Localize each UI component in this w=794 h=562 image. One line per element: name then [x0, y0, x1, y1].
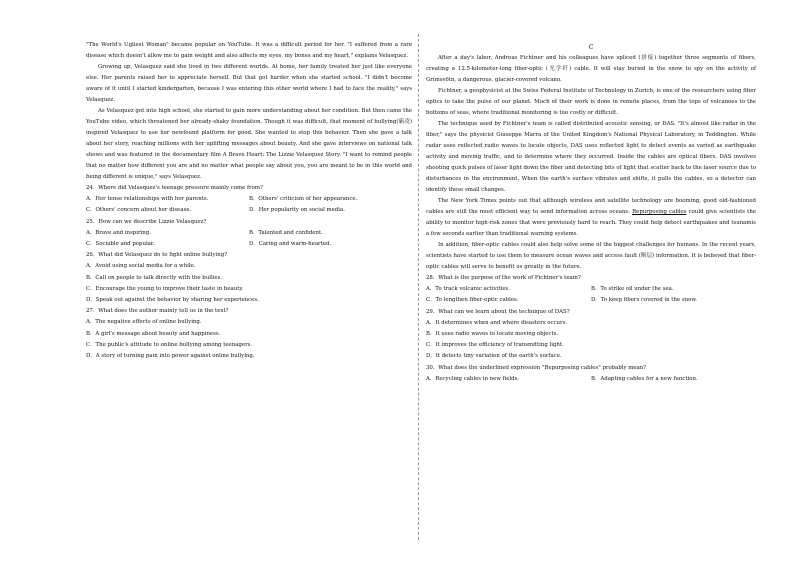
question-stem: 24．Where did Velasquez's teenage pressure mainly come from? [86, 185, 263, 191]
option-d[interactable]: D．It detects tiny variation of the earth's surface. [426, 353, 562, 360]
option-b[interactable]: B．A girl's message about beauty and happiness. [86, 330, 221, 337]
question-24 [86, 183, 412, 217]
question-30 [426, 363, 756, 385]
option-a[interactable]: A．It determines when and where disasters occurs. [426, 319, 568, 326]
left-column [86, 40, 412, 362]
option-a[interactable]: A．Her tense relationships with her parents. [86, 196, 209, 203]
option-c[interactable]: C．Others' concern about her disease. [86, 207, 192, 214]
question-stem: 25．How can we describe Lizzie Velasquez? [86, 218, 207, 225]
right-column [426, 40, 756, 385]
passage-paragraph: The technique used by Fichtner's team is called distributed acoustic sensing, or DAS. "It's almost like radar in the fiber," says the physicist Giuseppe Marra of the United Kingdom's National Physical Laboratory, in Teddington. While radar uses reflected radio waves to locate objects, DAS uses reflected light to detect events as varied as earthquake activity and moving traffic, and to determine where they occurred. Inside the cables are optical fibers. DAS involves shooting quick pulses of laser light down the fiber and detecting bits of light that scatter back to the laser source due to disturbances in the environment. When the earth's surface vibrates and shifts, it pulls the cables, so a detector can identify these small changes. [426, 121, 756, 193]
question-stem: 27．What does the author mainly tell us in the text? [86, 308, 229, 315]
option-b[interactable]: B．To strike oil under the sea. [591, 286, 674, 293]
option-b[interactable]: B．It uses radio waves to locate moving objects. [426, 331, 559, 338]
passage-text: could give scientists the ability to monitor high-risk zones that were previously hard to reach. They could help detect earthquakes and tsunamis a few seconds earlier than traditional warning systems. [426, 209, 757, 237]
option-d[interactable]: D．A story of turning pain into power against online bullying. [86, 353, 255, 360]
option-b[interactable]: B．Adapting cables for a new function. [591, 375, 698, 382]
question-29 [426, 307, 756, 363]
option-a[interactable]: A．The negative effects of online bullying. [86, 319, 202, 326]
option-a[interactable]: A．Recycling cables in new fields. [426, 375, 520, 382]
passage-paragraph: After a day's labor, Andreas Fichtner and his colleagues have spliced (拼接) together three segments of fibers, creating a 12.5-kilometer-long fiber-optic (光学纤) cable. It will stay buried in the snow to spy on the activity of Grímsvötn, a dangerous, glacier-covered volcano. [426, 55, 756, 83]
option-a[interactable]: A．To track volcanic activities. [426, 286, 511, 293]
question-28 [426, 273, 756, 307]
option-a[interactable]: A．Avoid using social media for a while. [86, 263, 196, 270]
section-label: C [588, 44, 594, 51]
question-26 [86, 250, 412, 306]
option-c[interactable]: C．Encourage the young to improve their taste in beauty. [86, 285, 244, 292]
passage-paragraph: As Velasquez got into high school, she started to gain more understanding about her condition. But then came the YouTube video, which threatened her already-shaky foundation. Though it was difficult, that moment of bullying(霸凌) inspired Velasquez to use her newfound platform for good. She wanted to stop this behavior. Then she gave a talk about her story, reaching millions with her uplifting messages about beauty. And she gave interviews on national talk shows and was featured in the documentary film A Brave Heart: The Lizzie Velasquez Story. "I want to remind people that no matter how different you are and no matter what people say about you, you are meant to be in this world and being different is unique," says Velasquez. [86, 108, 412, 180]
question-stem: 28．What is the purpose of the work of Fichtner's team? [426, 275, 581, 281]
option-d[interactable]: D．Caring and warm-hearted. [249, 241, 332, 248]
option-b[interactable]: B．Others' criticism of her appearance. [249, 196, 358, 203]
column-divider [418, 34, 419, 540]
option-c[interactable]: C．To lengthen fiber-optic cables. [426, 297, 519, 304]
underlined-phrase: Repurposing cables [632, 209, 687, 215]
option-d[interactable]: D．To keep fibers covered in the snow. [591, 297, 698, 304]
passage-paragraph: In addition, fiber-optic cables could also help solve some of the biggest challenges for humans. In the recent years, scientists have started to use them to measure ocean waves and access fault (断层) information. It is believed that fiber-optic cables will serve to benefit us greatly in the future. [426, 242, 756, 270]
option-c[interactable]: C．It improves the efficiency of transmitting light. [426, 342, 564, 349]
option-b[interactable]: B．Talented and confident. [249, 229, 323, 236]
question-stem: 26．What did Velasquez do to fight online bullying? [86, 252, 228, 259]
passage-text: The New York Times points out that although wireless and satellite technology are booming, good old-fashioned cables are still the most efficient way to send information across oceans. [426, 198, 756, 215]
option-d[interactable]: D．Her popularity on social media. [249, 207, 345, 214]
question-stem: 29．What can we learn about the technique of DAS? [426, 308, 570, 315]
question-25 [86, 217, 412, 251]
passage-paragraph [426, 196, 756, 240]
question-stem: 30．What does the underlined expression "Repurposing cables" probably mean? [426, 364, 647, 371]
question-27 [86, 306, 412, 362]
passage-paragraph: Fichtner, a geophysicist at the Swiss Federal Institute of Technology in Zurich, is one of the researchers using fiber optics to take the pulse of our planet. Much of their work is done in remote places, from the tops of volcanoes to the bottoms of seas, where traditional monitoring is too costly or difficult. [426, 88, 756, 116]
passage-paragraph: "The World's Ugliest Woman" became popular on YouTube. It was a difficult period for her. "I suffered from a rare disease which doesn't allow me to gain weight and also affects my eyes, my bones and my heart," explains Velasquez. [86, 42, 412, 59]
option-a[interactable]: A．Brave and inspiring. [86, 229, 151, 236]
option-b[interactable]: B．Call on people to talk directly with the bullies. [86, 274, 223, 281]
option-c[interactable]: C．Sociable and popular. [86, 241, 155, 248]
option-d[interactable]: D．Speak out against the behavior by sharing her experiences. [86, 297, 259, 304]
passage-paragraph: Growing up, Velasquez said she lived in two different worlds. At home, her family treated her just like everyone else. Her parents raised her to appreciate herself. But that got harder when she started school. "I didn't become aware of it until I started kindergarten, because I was entering this other world where I had to face the reality," says Velasquez. [86, 64, 412, 103]
option-c[interactable]: C．The public's attitude to online bullying among teenagers. [86, 341, 253, 348]
